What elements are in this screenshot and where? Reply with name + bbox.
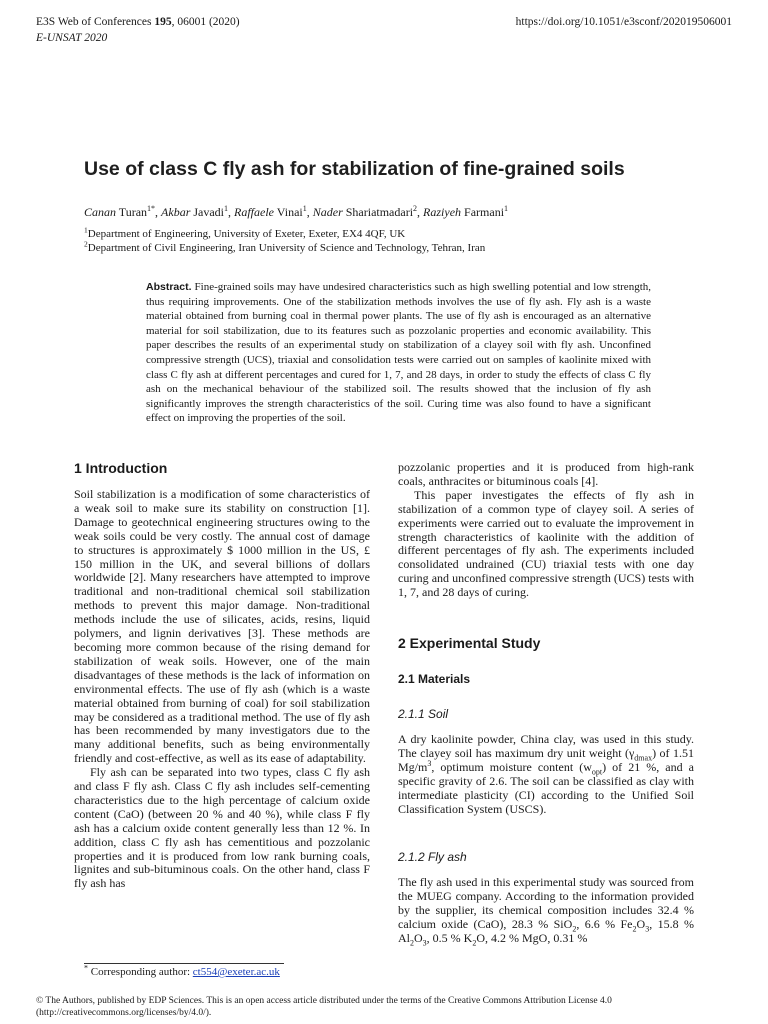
subscript: opt (591, 767, 603, 777)
subscript: 3 (645, 924, 650, 934)
author-affil-mark: 1 (302, 204, 307, 213)
text-run: ) of 1.51 Mg/m (398, 745, 694, 774)
text-run: , 0.5 % K (426, 930, 473, 945)
author-given-name: Akbar (161, 205, 191, 219)
abstract-label: Abstract. (146, 281, 192, 293)
text-run: O (414, 930, 423, 945)
text-run: , 15.8 % Al (398, 916, 694, 945)
text-run: , optimum moisture content (w (431, 759, 592, 774)
soil-paragraph (398, 733, 694, 816)
subscript: 2 (632, 924, 637, 934)
footnote-divider (84, 963, 284, 964)
subscript: 2 (472, 938, 477, 948)
text-run: O (636, 916, 646, 931)
affil-mark: 2 (84, 238, 88, 248)
text-run: The fly ash used in this experimental study was sourced from the MUEG company. According to the information provided by the supplier, its chemical composition includes 32.4 % calcium oxide (CaO), 28.3 % SiO (398, 875, 694, 931)
body-paragraph: Soil stabilization is a modification of some characteristics of a weak soil to make sure its stability on construction [1]. Damage to geotechnical engineering structures owing to the weak soils could be very costly. The annual cost of damage to structures is approximately $ 1000 million in the US, £ 150 million in the UK, and several billions of dollars worldwide [2]. Many researchers have attempted to improve traditional and non-traditional chemical soil stabilization methods to prevent this major damage. Non-traditional methods include the use of silicates, acids, resins, liquid polymers, and lignin derivatives [3]. These methods are becoming more common because of the rising demand for stabilization of weak soils. However, one of the main disadvantages of these methods is the lack of information on environmental effects. The use of fly ash (which is a waste material obtained from burning of coal) for soil stabilization may be considered as a traditional method. The use of fly ash has been recommended by many investigators due to the many additional benefits, such as being environmentally friendly and cost-effective, as well as its ease of adaptability. (74, 487, 370, 766)
body-paragraph: Fly ash can be separated into two types, class C fly ash and class F fly ash. Class C fly ash includes self-cementing characteristics due to the high percentage of calcium oxide content (CaO) (between 20 % and 40 %), while class F fly ash has a calcium oxide content generally less than 12 %. In addition, class C fly ash has cementitious and pozzolanic properties and it is produced from low rank burning coals, lignites and sub-bituminous coals. On the other hand, class F fly ash has (74, 765, 370, 891)
author-given-name: Canan (84, 205, 117, 219)
author-family-name: Javadi (190, 205, 225, 219)
author-given-name: Raffaele (234, 205, 274, 219)
author-family-name: Vinai (274, 205, 303, 219)
subscript: 2 (572, 924, 577, 934)
affiliation-text: Department of Civil Engineering, Iran University of Science and Technology, Tehran, Iran (87, 241, 486, 254)
article-number: , 06001 (2020) (171, 16, 240, 28)
affil-mark: 1 (84, 225, 88, 235)
footnote-mark: * (84, 963, 88, 973)
author-list: Canan Turan$^{1*}$, Akbar Javadi$^1$, Raffaele Vinai$^1$, Nader Shariatmadari$^2$, Raziyeh Farmani$^1$ (84, 204, 509, 219)
author-affil-mark: 1 (504, 204, 509, 213)
body-paragraph: This paper investigates the effects of fly ash in stabilization of a common type of clayey soil. A series of experiments were carried out to evaluate the improvement in strength characteristics of kaolinite with the addition of different percentages of fly ash. The experiments included consolidated undrained (CU) triaxial tests with one day curing and unconfined compressive strength (UCS) tests with 1, 7, and 28 days of curing. (398, 487, 694, 600)
text-run: A dry kaolinite powder, China clay, was used in this study. The clayey soil has maximum dry unit weight (γ (398, 732, 694, 760)
license-notice: © The Authors, published by EDP Sciences. This is an open access article distributed under the terms of the Creative Commons Attribution License 4.0 (http://creativecommons.org/licenses/by/4.0/). (36, 996, 612, 1018)
text-run: O, 4.2 % MgO, 0.31 % (476, 930, 588, 945)
affiliations (84, 225, 486, 255)
body-paragraph: pozzolanic properties and it is produced from high-rank coals, anthracites or bituminous coals [4]. (398, 460, 694, 488)
author-family-name: Turan (116, 205, 148, 219)
left-column (74, 488, 370, 891)
subscript: 2 (410, 938, 414, 948)
conference-subtitle: E-UNSAT 2020 (36, 32, 108, 44)
flyash-paragraph (398, 876, 694, 946)
subscript: 3 (422, 938, 427, 948)
footnote (84, 963, 280, 978)
doi-link[interactable]: https://doi.org/10.1051/e3sconf/202019506001 (515, 16, 732, 28)
text-run: ) of 21 %, and a specific gravity of 2.6. The soil can be classified as clay with intermediate plasticity (CI) according to the Unified Soil Classification System (USCS). (398, 759, 695, 816)
abstract-text: Fine-grained soils may have undesired characteristics such as high swelling potential and low strength, thus requiring improvements. One of the stabilization methods involves the use of fly ash. Fly ash is a waste material obtained from burning coal in thermal power plants. The use of fly ash is encouraged as an alternative material for soil stabilization, due to its features such as pozzolanic properties and economic availability. This paper describes the results of an experimental study on stabilization of a clayey soil with fly ash. Unconfined compressive strength (UCS), triaxial and consolidation tests were carried out on samples of kaolinite mixed with class C fly ash at different percentages and cured for 1, 7, and 28 days, in order to study the effects of class C fly ash on the mechanical behaviour of the stabilized soil. The results showed that the inclusion of fly ash significantly improves the strength characteristics of the soil. Curing time was also found to have a significant effect on improving the properties of the soil. (146, 281, 651, 425)
author-affil-mark: 1* (147, 204, 156, 213)
text-run: , 6.6 % Fe (576, 916, 633, 931)
author-email-link[interactable]: ct554@exeter.ac.uk (192, 966, 280, 978)
subsubsection-heading-soil: 2.1.1 Soil (398, 707, 449, 721)
author-given-name: Raziyeh (423, 205, 462, 219)
volume-number: 195 (154, 16, 172, 28)
superscript: 3 (427, 758, 432, 768)
author-family-name: Farmani (461, 205, 505, 219)
subscript: dmax (634, 753, 653, 763)
affiliation-text: Department of Engineering, University of Exeter, Exeter, EX4 4QF, UK (87, 228, 406, 240)
section-heading-experimental: 2 Experimental Study (398, 635, 541, 651)
section-heading-introduction: 1 Introduction (74, 460, 168, 476)
author-affil-mark: 2 (413, 204, 418, 213)
subsubsection-heading-flyash: 2.1.2 Fly ash (398, 850, 467, 864)
footnote-label: Corresponding author: (88, 966, 193, 978)
right-column-top (398, 461, 694, 600)
running-header (36, 14, 240, 46)
author-given-name: Nader (312, 205, 343, 219)
subsection-heading-materials: 2.1 Materials (398, 672, 471, 686)
author-affil-mark: 1 (224, 204, 229, 213)
abstract (146, 280, 651, 426)
paper-title: Use of class C fly ash for stabilization of fine-grained soils (84, 158, 625, 180)
conference-name: E3S Web of Conferences (36, 16, 152, 28)
author-family-name: Shariatmadari (342, 205, 414, 219)
